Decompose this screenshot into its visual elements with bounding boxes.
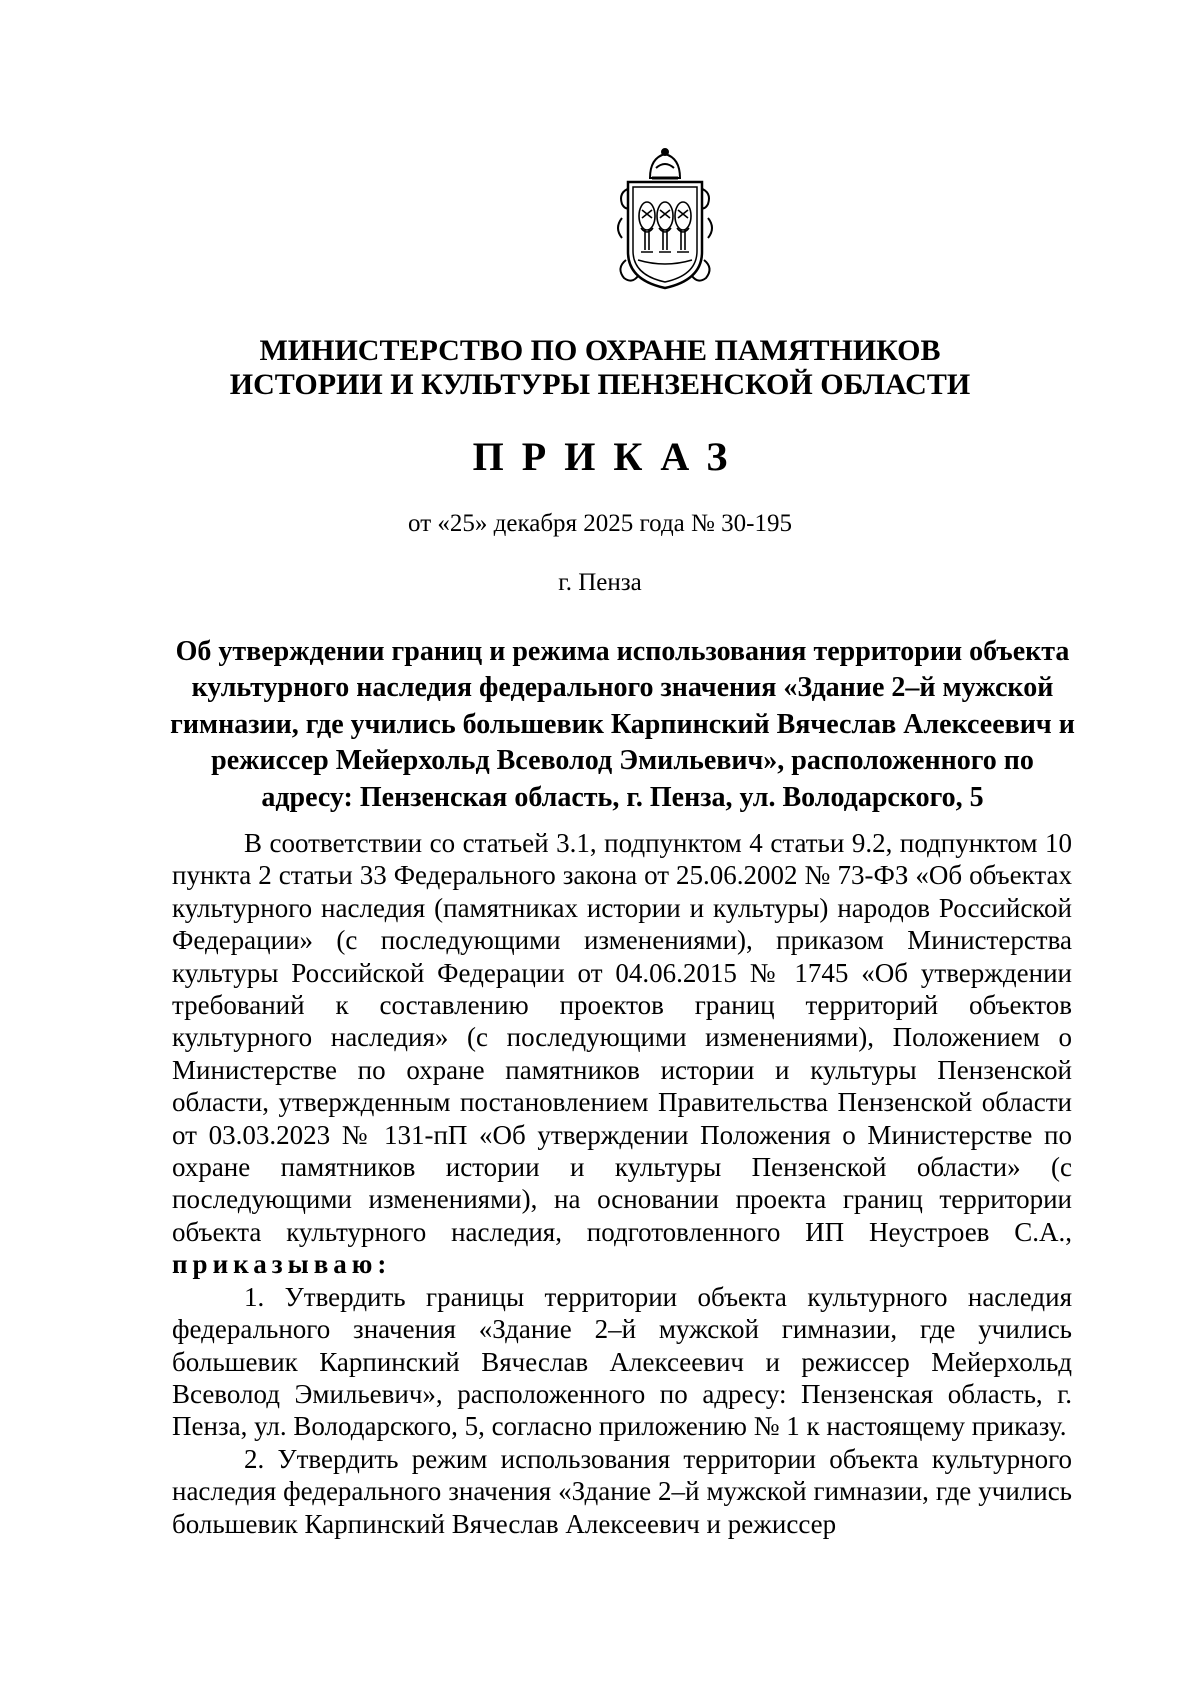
document-title: ПРИКАЗ — [472, 434, 746, 479]
document-date-number: от «25» декабря 2025 года № 30-195 — [408, 510, 792, 537]
ministry-name-line2: ИСТОРИИ И КУЛЬТУРЫ ПЕНЗЕНСКОЙ ОБЛАСТИ — [229, 368, 971, 401]
order-word: приказываю: — [172, 1249, 392, 1280]
order-item-2: 2. Утвердить режим использования территории объекта культурного наследия федерального значения «Здание 2–й мужской гимназии, где учились большевик Карпинский Вячеслав Алексеевич и режиссер — [172, 1443, 1072, 1539]
document-subject: Об утверждении границ и режима использования территории объекта культурного наследия федерального значения «Здание 2–й мужской гимназии, где учились большевик Карпинский Вячеслав Алексеевич и режиссер Мейерхольд Всеволод Эмильевич», расположенного по адресу: Пензенская область, г. Пенза, ул. Володарского, 5 — [170, 636, 1075, 813]
order-item-1: 1. Утвердить границы территории объекта культурного наследия федерального значения «Здание 2–й мужской гимназии, где учились большевик Карпинский Вячеслав Алексеевич и режиссер Мейерхольд Всеволод Эмильевич», расположенного по адресу: Пензенская область, г. Пенза, ул. Володарского, 5, согласно приложению № 1 к настоящему приказу. — [172, 1281, 1072, 1442]
ministry-name — [0, 334, 1200, 402]
preamble-text: В соответствии со статьей 3.1, подпунктом 4 статьи 9.2, подпунктом 10 пункта 2 статьи 33 Федерального закона от 25.06.2002 № 73-ФЗ «Об объектах культурного наследия (памятниках истории и культуры) народов Российской Федерации» (с последующими изменениями), приказом Министерства культуры Российской Федерации от 04.06.2015 № 1745 «Об утверждении требований к составлению проектов границ территорий объектов культурного наследия» (с последующими изменениями), Положением о Министерстве по охране памятников истории и культуры Пензенской области, утвержденным постановлением Правительства Пензенской области от 03.03.2023 № 131-пП «Об утверждении Положения о Министерстве по охране памятников истории и культуры Пензенской области» (с последующими изменениями), на основании проекта границ территории объекта культурного наследия, подготовленного ИП Неустроев С.А., — [172, 828, 1072, 1247]
coat-of-arms-icon — [612, 148, 718, 291]
document-city: г. Пенза — [558, 569, 642, 596]
preamble-paragraph — [172, 827, 1072, 1281]
ministry-name-line1: МИНИСТЕРСТВО ПО ОХРАНЕ ПАМЯТНИКОВ — [259, 334, 941, 367]
document-body — [172, 827, 1072, 1540]
